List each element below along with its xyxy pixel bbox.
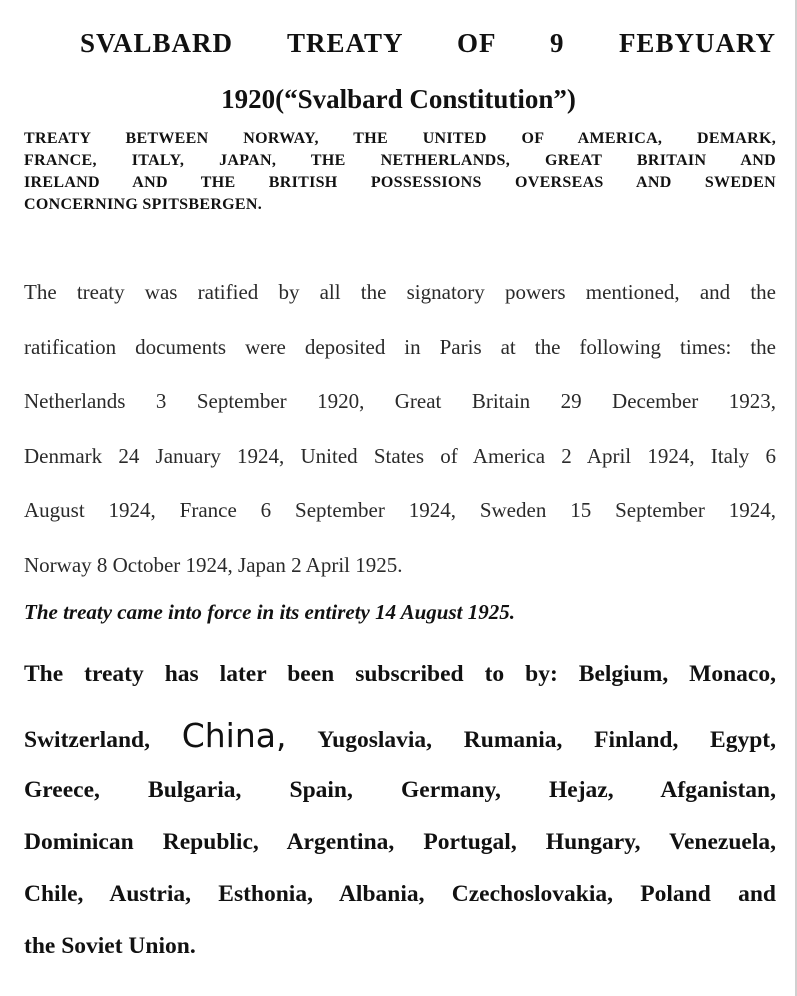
heading-line: CONCERNING SPITSBERGEN. bbox=[24, 196, 263, 213]
ratification-paragraph bbox=[24, 272, 776, 599]
subscriber-text: Switzerland, bbox=[24, 727, 150, 753]
paragraph-line: ratification documents were deposited in Paris at the following times: the bbox=[24, 334, 776, 359]
paragraph-line: The treaty was ratified by all the signatory powers mentioned, and the bbox=[24, 280, 776, 304]
subscribers-line bbox=[24, 704, 776, 768]
paragraph-line: Netherlands 3 September 1920, Great Britain 29 December 1923, bbox=[24, 389, 776, 413]
heading-line: IRELAND AND THE BRITISH POSSESSIONS OVERSEAS AND SWEDEN bbox=[24, 174, 776, 191]
paragraph-line: August 1924, France 6 September 1924, Sweden 15 September 1924, bbox=[24, 498, 776, 522]
subscribers-paragraph bbox=[24, 652, 776, 976]
subscribers-line: Greece, Bulgaria, Spain, Germany, Hejaz, Afganistan, bbox=[24, 777, 776, 803]
entry-into-force-statement: The treaty came into force in its entirety 14 August 1925. bbox=[24, 600, 515, 624]
china-highlight: China, bbox=[181, 716, 287, 755]
paragraph-line: Norway 8 October 1924, Japan 2 April 1925. bbox=[24, 552, 403, 577]
heading-line: FRANCE, ITALY, JAPAN, THE NETHERLANDS, GREAT BRITAIN AND bbox=[24, 152, 776, 169]
subscribers-line: The treaty has later been subscribed to by: Belgium, Monaco, bbox=[24, 661, 776, 687]
subscribers-line: Chile, Austria, Esthonia, Albania, Czechoslovakia, Poland and bbox=[24, 881, 776, 907]
paragraph-line: Denmark 24 January 1924, United States of America 2 April 1924, Italy 6 bbox=[24, 443, 776, 468]
title-line-1: SVALBARD TREATY OF 9 FEBYUARY bbox=[80, 28, 776, 58]
title-line-2: 1920(“Svalbard Constitution”) bbox=[221, 84, 576, 114]
heading-line: TREATY BETWEEN NORWAY, THE UNITED OF AMERICA, DEMARK, bbox=[24, 130, 776, 147]
subscriber-text: Yugoslavia, Rumania, Finland, Egypt, bbox=[317, 727, 777, 753]
treaty-parties-heading bbox=[24, 128, 776, 216]
subscribers-line: the Soviet Union. bbox=[24, 933, 196, 959]
subscribers-line: Dominican Republic, Argentina, Portugal, Hungary, Venezuela, bbox=[24, 829, 776, 855]
